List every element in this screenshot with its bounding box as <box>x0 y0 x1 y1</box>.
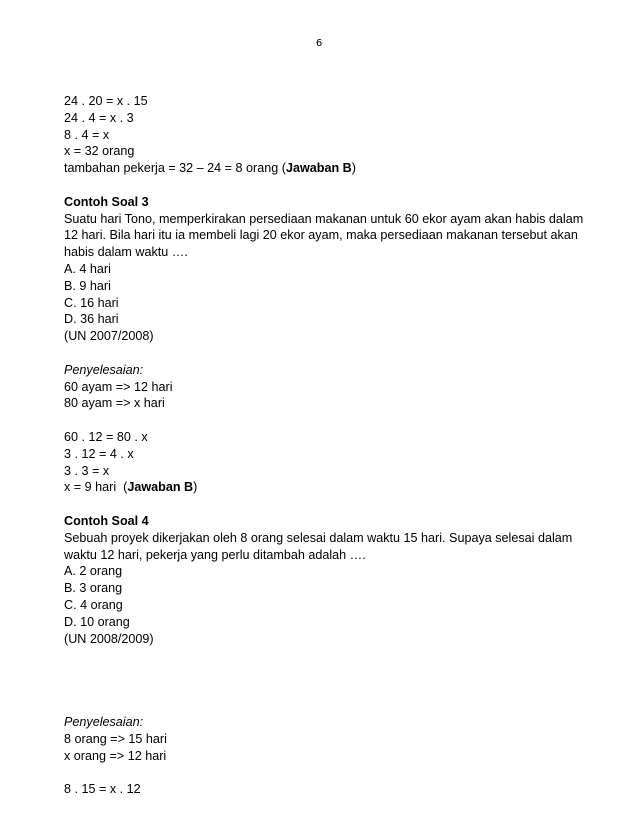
question-line: waktu 12 hari, pekerja yang perlu ditambah adalah …. <box>64 547 366 562</box>
equation-line: 3 . 3 = x <box>64 463 110 478</box>
question-line: Sebuah proyek dikerjakan oleh 8 orang selesai dalam waktu 15 hari. Supaya selesai dalam <box>64 530 573 545</box>
equation-line: 60 . 12 = 80 . x <box>64 429 148 444</box>
question-line: Suatu hari Tono, memperkirakan persediaan makanan untuk 60 ekor ayam akan habis dalam <box>64 211 584 226</box>
option-a: A. 4 hari <box>64 261 111 276</box>
option-b: B. 9 hari <box>64 278 111 293</box>
example-heading: Contoh Soal 4 <box>64 513 149 528</box>
example-heading: Contoh Soal 3 <box>64 194 149 209</box>
answer-key: Jawaban B <box>127 480 194 495</box>
solution-line: 80 ayam => x hari <box>64 396 165 411</box>
equation-line: 3 . 12 = 4 . x <box>64 446 134 461</box>
option-a: A. 2 orang <box>64 564 123 579</box>
solution-line: 60 ayam => 12 hari <box>64 379 173 394</box>
question-line: habis dalam waktu …. <box>64 245 188 260</box>
answer-close: ) <box>193 480 198 495</box>
equation-line: 8 . 15 = x . 12 <box>64 782 141 797</box>
source-note: (UN 2008/2009) <box>64 631 154 646</box>
equation-line: 24 . 4 = x . 3 <box>64 110 134 125</box>
option-d: D. 10 orang <box>64 614 130 629</box>
answer-text: x = 9 hari ( <box>64 480 128 495</box>
document-body <box>64 93 594 798</box>
option-b: B. 3 orang <box>64 581 123 596</box>
answer-close: ) <box>351 161 356 176</box>
answer-line <box>64 479 594 496</box>
option-d: D. 36 hari <box>64 312 119 327</box>
answer-key: Jawaban B <box>285 161 352 176</box>
answer-line <box>64 160 594 177</box>
solution-line: x orang => 12 hari <box>64 748 167 763</box>
solution-line: 8 orang => 15 hari <box>64 732 167 747</box>
solution-label: Penyelesaian: <box>64 362 144 377</box>
option-c: C. 16 hari <box>64 295 119 310</box>
solution-label: Penyelesaian: <box>64 715 144 730</box>
option-c: C. 4 orang <box>64 597 123 612</box>
equation-line: 8 . 4 = x <box>64 127 110 142</box>
equation-line: x = 32 orang <box>64 144 135 159</box>
page-number: 6 <box>315 38 323 49</box>
source-note: (UN 2007/2008) <box>64 329 154 344</box>
equation-line: 24 . 20 = x . 15 <box>64 94 148 108</box>
question-line: 12 hari. Bila hari itu ia membeli lagi 20 ekor ayam, maka persediaan makanan tersebut akan <box>64 228 578 243</box>
answer-text: tambahan pekerja = 32 – 24 = 8 orang ( <box>64 161 286 176</box>
